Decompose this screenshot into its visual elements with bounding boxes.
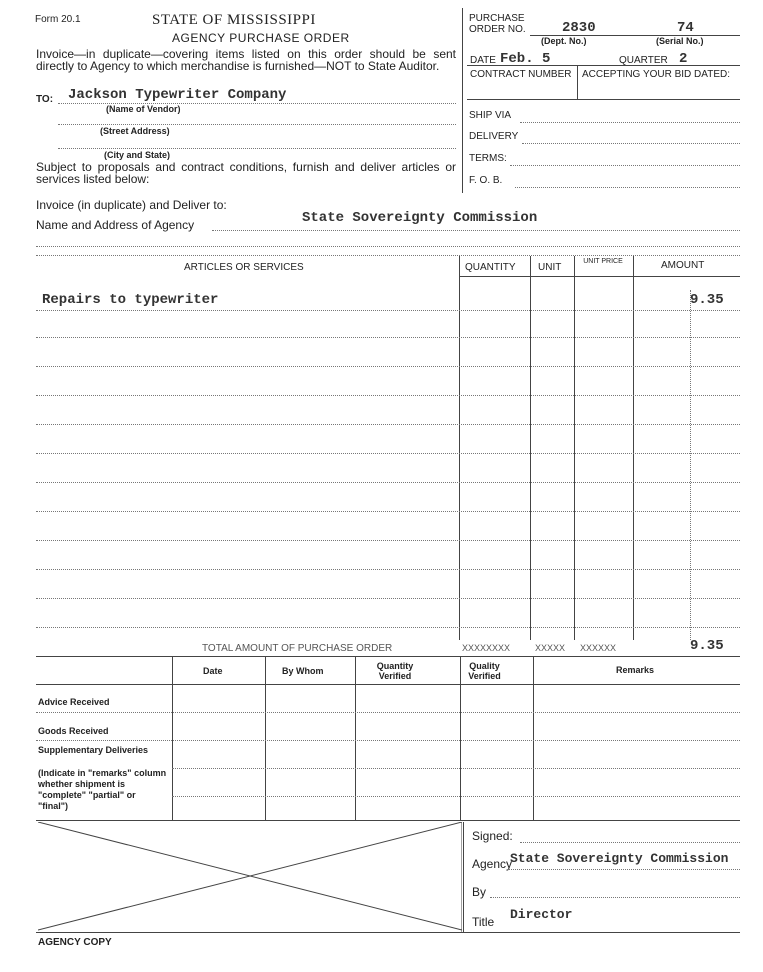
terms-label: TERMS: xyxy=(469,153,507,164)
total-x-quantity: XXXXXXXX xyxy=(462,643,511,653)
row-goods-received: Goods Received xyxy=(38,726,109,736)
quarter-value: 2 xyxy=(679,51,688,67)
vendor-name-caption: (Name of Vendor) xyxy=(106,104,181,114)
ship-via-label: SHIP VIA xyxy=(469,110,512,121)
agency-address-label: Name and Address of Agency xyxy=(36,218,195,232)
invoice-instructions: Invoice—in duplicate—covering items listed on this order should be sent directly to Agency to which merchandise is furnished—NOT to State Auditor. xyxy=(36,47,456,73)
row-supplementary-deliveries: Supplementary Deliveries xyxy=(38,745,149,755)
total-label: TOTAL AMOUNT OF PURCHASE ORDER xyxy=(202,643,393,654)
col-unit-header: UNIT xyxy=(538,262,562,273)
agency-address-value: State Sovereignty Commission xyxy=(302,210,538,226)
state-title: STATE OF MISSISSIPPI xyxy=(152,12,316,28)
crossed-out-box xyxy=(38,822,462,932)
fob-label: F. O. B. xyxy=(469,175,503,186)
col-amount-header: AMOUNT xyxy=(661,260,705,271)
signed-label: Signed: xyxy=(472,829,513,843)
row-advice-received: Advice Received xyxy=(38,697,110,707)
title-value: Director xyxy=(510,907,573,922)
vendor-name: Jackson Typewriter Company xyxy=(68,87,287,103)
receipt-col-quality-verified: Quality Verified xyxy=(468,661,501,681)
receipt-col-remarks: Remarks xyxy=(616,665,655,675)
city-state-caption: (City and State) xyxy=(104,150,171,160)
dept-number: 2830 xyxy=(562,20,596,36)
form-title: AGENCY PURCHASE ORDER xyxy=(172,31,350,45)
street-address-caption: (Street Address) xyxy=(100,126,170,136)
to-label: TO: xyxy=(36,94,54,105)
signature-agency-value: State Sovereignty Commission xyxy=(510,851,729,866)
title-label: Title xyxy=(472,915,495,929)
row-remarks-instruction: (Indicate in "remarks" column whether shipment is "complete" "partial" or "final") xyxy=(38,768,167,811)
col-unit-price-header: UNIT PRICE xyxy=(583,258,623,265)
amount-row-1: 9.35 xyxy=(690,292,724,308)
contract-number-label: CONTRACT NUMBER xyxy=(470,69,572,80)
date-label: DATE xyxy=(470,55,496,66)
by-label: By xyxy=(472,885,487,899)
col-quantity-header: QUANTITY xyxy=(465,262,516,273)
signature-agency-label: Agency xyxy=(472,857,513,871)
article-row-1: Repairs to typewriter xyxy=(42,292,219,308)
form-number: Form 20.1 xyxy=(35,14,81,25)
dept-no-caption: (Dept. No.) xyxy=(541,36,587,46)
serial-no-caption: (Serial No.) xyxy=(656,36,704,46)
receipt-col-date: Date xyxy=(203,666,223,676)
bid-dated-label: ACCEPTING YOUR BID DATED: xyxy=(582,69,730,80)
total-x-unit: XXXXX xyxy=(535,643,566,653)
serial-number: 74 xyxy=(677,20,694,36)
agency-copy-footer: AGENCY COPY xyxy=(38,937,112,948)
total-amount: 9.35 xyxy=(690,638,724,654)
delivery-label: DELIVERY xyxy=(469,131,519,142)
col-articles-header: ARTICLES OR SERVICES xyxy=(184,262,304,273)
quarter-label: QUARTER xyxy=(619,55,668,66)
date-value: Feb. 5 xyxy=(500,51,551,67)
receipt-col-by-whom: By Whom xyxy=(282,666,324,676)
subject-to-text: Subject to proposals and contract conditions, furnish and deliver articles or services listed below: xyxy=(36,160,456,186)
total-x-price: XXXXXX xyxy=(580,643,617,653)
po-number-label: PURCHASE ORDER NO. xyxy=(469,13,526,35)
invoice-deliver-text: Invoice (in duplicate) and Deliver to: xyxy=(36,198,227,212)
receipt-col-qty-verified: Quantity Verified xyxy=(376,661,414,681)
header-divider xyxy=(462,8,463,193)
